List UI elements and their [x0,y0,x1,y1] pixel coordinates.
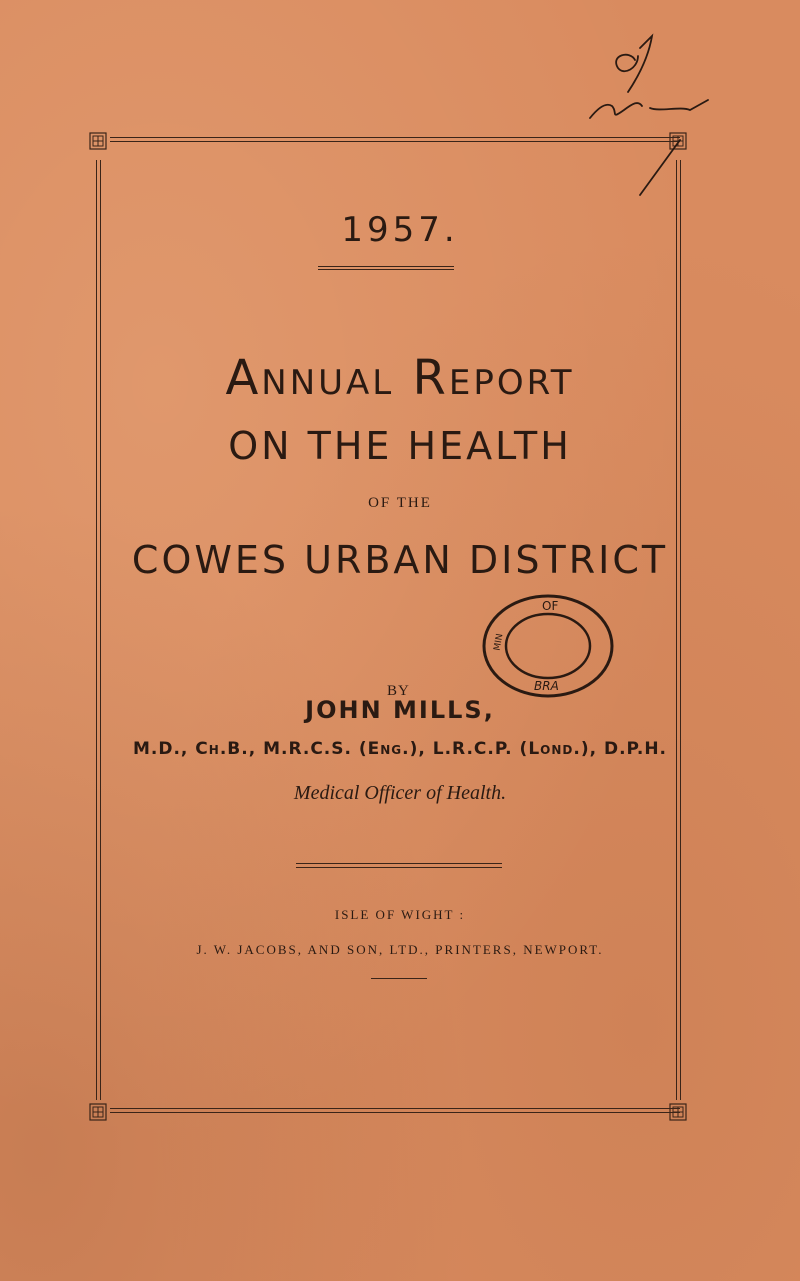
by-label: BY [387,683,410,699]
left-border [96,160,97,1100]
right-border [676,160,677,1100]
report-title: Annual Report [225,350,575,406]
imprint-rule [371,978,427,979]
author-role: Medical Officer of Health. [293,782,507,804]
stamp-left-text: MIN [492,632,506,652]
handwritten-signature [540,20,710,200]
corner-ornament-bottom-left [89,1103,107,1121]
bottom-border [110,1108,680,1113]
left-border-inner [100,160,101,1100]
report-year: 1957. [341,210,459,250]
library-stamp [480,592,616,700]
right-border-inner [680,160,681,1100]
district-name: COWES URBAN DISTRICT [131,538,669,582]
island-name: ISLE OF WIGHT : [334,907,466,922]
report-subtitle: ON THE HEALTH [228,424,572,468]
corner-ornament-bottom-right [669,1103,687,1121]
author-qualifications: M.D., Ch.B., M.R.C.S. (Eng.), L.R.C.P. (Lond.), D.P.H. [132,739,668,759]
section-divider [296,863,502,871]
stamp-bottom-text: BRA [534,679,559,693]
author-name: JOHN MILLS, [305,696,495,724]
printer-imprint: J. W. JACOBS, AND SON, LTD., PRINTERS, NEWPORT. [196,942,604,957]
stamp-top-text: OF [542,599,559,613]
corner-ornament-top-left [89,132,107,150]
of-the-label: OF THE [368,495,432,511]
year-underline [318,266,454,272]
